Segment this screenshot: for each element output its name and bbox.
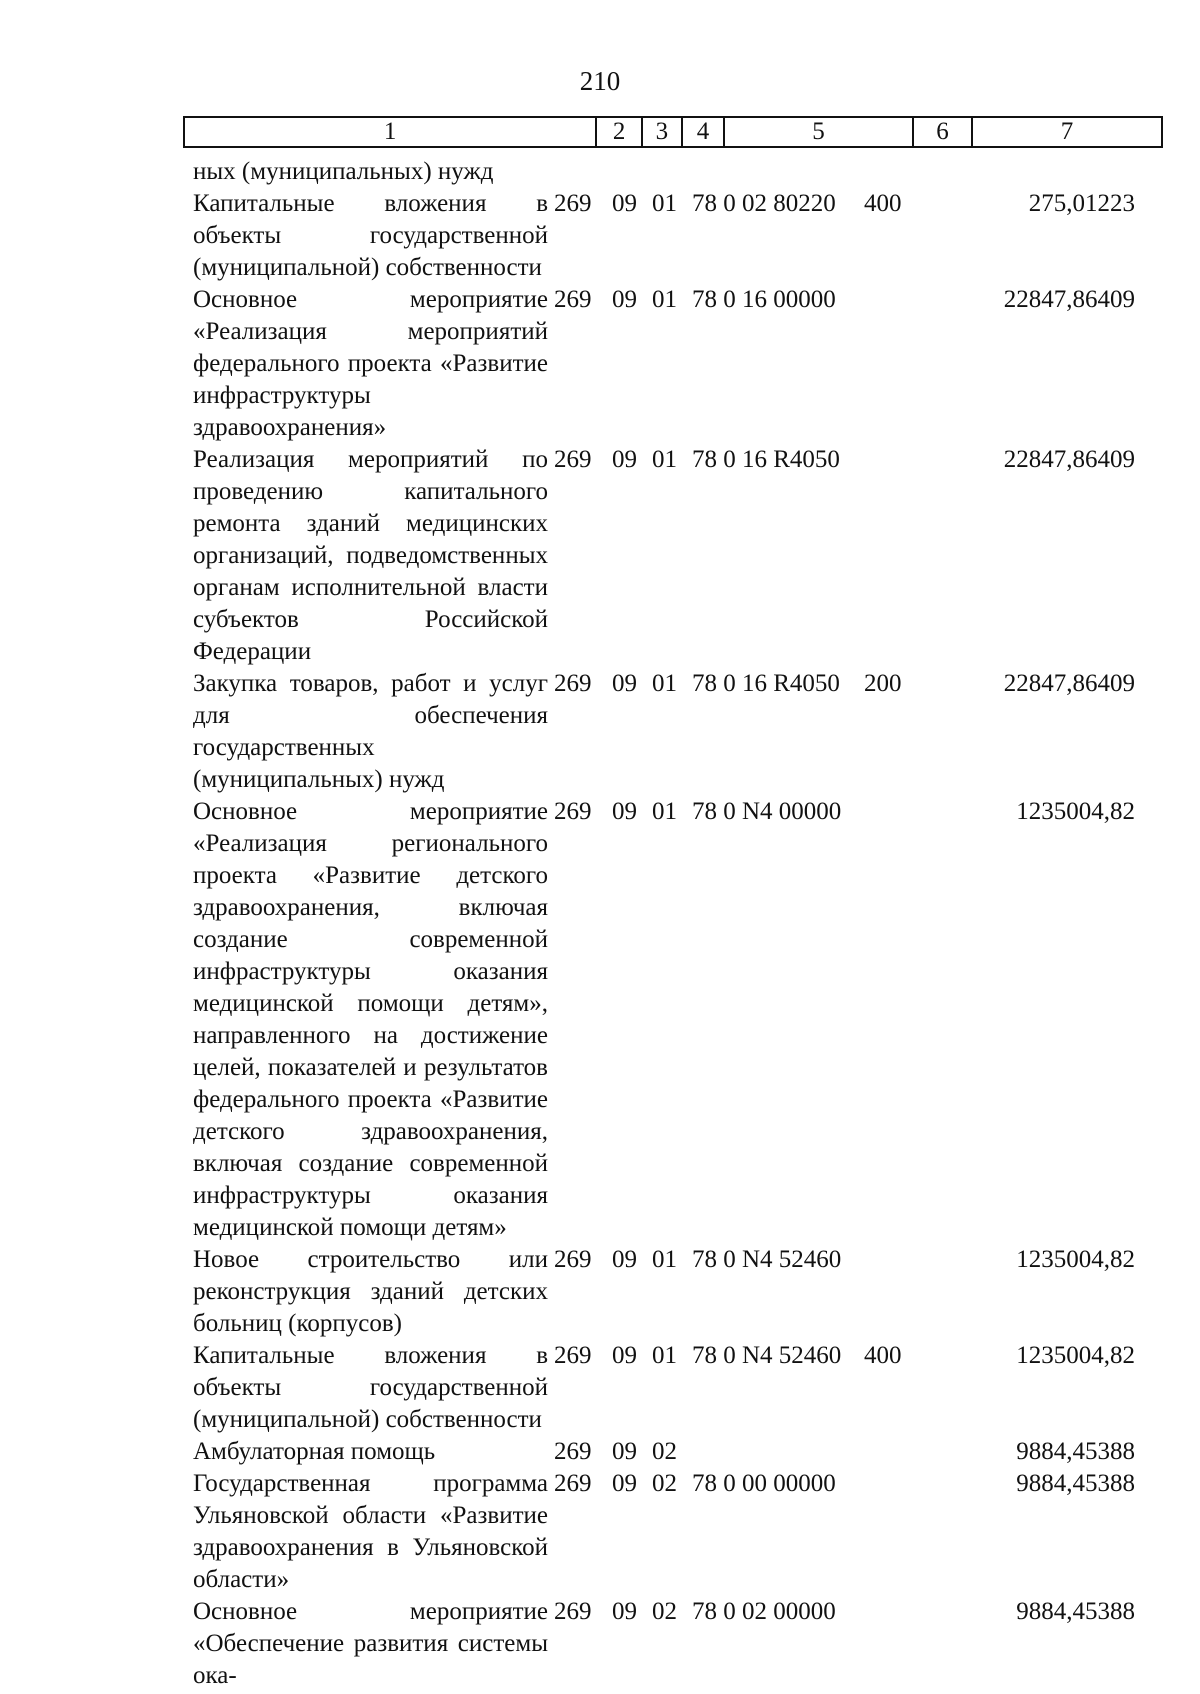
column-4: 01: [652, 798, 677, 825]
column-3: 09: [612, 446, 637, 473]
column-6: 200: [864, 670, 902, 697]
item-name: Основное мероприятие «Реализация регионального проекта «Развитие детского здравоохранения, включая создание современной инфраструктуры оказания медицинской помощи детям», направленного на достижение целей, показателей и результатов федерального проекта «Развитие детского здравоохранения, включая создание современной инфраструктуры оказания медицинской помощи детям»: [193, 798, 548, 1241]
column-5: 78 0 N4 52460: [692, 1342, 842, 1369]
item-name: Закупка товаров, работ и услуг для обеспечения государственных (муниципальных) нужд: [193, 670, 548, 793]
column-6: [864, 284, 920, 444]
column-6: [864, 796, 920, 1244]
table-row: [193, 1468, 1163, 1596]
budget-table: [193, 156, 1163, 1692]
column-5: [692, 156, 864, 188]
item-name: Амбулаторная помощь: [193, 1438, 436, 1465]
column-3: 09: [612, 1246, 637, 1273]
column-6: [864, 1596, 920, 1692]
column-4: 01: [652, 670, 677, 697]
column-5: 78 0 02 80220: [692, 190, 836, 217]
column-6: 400: [864, 190, 902, 217]
header-col-2: 2: [596, 117, 642, 147]
column-4: 02: [652, 1598, 677, 1625]
column-4: 01: [652, 1342, 677, 1369]
column-2: [554, 156, 612, 188]
column-2: 269: [554, 1438, 592, 1465]
column-2: 269: [554, 1598, 592, 1625]
item-name: Новое строительство или реконструкция зданий детских больниц (корпусов): [193, 1246, 548, 1337]
table-row: [193, 668, 1163, 796]
column-7: 9884,45388: [1016, 1438, 1135, 1465]
column-5: 78 0 16 R4050: [692, 446, 840, 473]
column-3: 09: [612, 190, 637, 217]
column-6: [864, 444, 920, 668]
item-name: Капитальные вложения в объекты государственной (муниципальной) собственности: [193, 190, 548, 281]
column-7: 275,01223: [1028, 190, 1135, 217]
column-5: 78 0 N4 52460: [692, 1246, 842, 1273]
table-row: [193, 1340, 1163, 1436]
table-body: [193, 156, 1163, 1692]
column-6: [864, 156, 920, 188]
column-3: 09: [612, 1342, 637, 1369]
column-6: [864, 1468, 920, 1596]
column-3: [612, 156, 652, 188]
header-row: [184, 117, 1162, 147]
table-row: [193, 444, 1163, 668]
column-5: 78 0 16 R4050: [692, 670, 840, 697]
column-2: 269: [554, 446, 592, 473]
column-7: 1235004,82: [1016, 1342, 1135, 1369]
item-name: Государственная программа Ульяновской области «Развитие здравоохранения в Ульяновской области»: [193, 1470, 548, 1593]
column-2: 269: [554, 1342, 592, 1369]
column-7: [920, 156, 1163, 188]
header-col-5: 5: [724, 117, 913, 147]
column-6: 400: [864, 1342, 902, 1369]
column-4: 01: [652, 1246, 677, 1273]
column-7: 9884,45388: [1016, 1598, 1135, 1625]
table-row: [193, 1596, 1163, 1692]
column-6: [864, 1436, 920, 1468]
column-7: 1235004,82: [1016, 798, 1135, 825]
column-4: 02: [652, 1438, 677, 1465]
header-col-3: 3: [642, 117, 682, 147]
column-2: 269: [554, 1470, 592, 1497]
page-number: 210: [579, 66, 621, 96]
column-3: 09: [612, 286, 637, 313]
item-name: Реализация мероприятий по проведению капитального ремонта зданий медицинских организаций, подведомственных органам исполнительной власти субъектов Российской Федерации: [193, 446, 548, 665]
table-header: [183, 116, 1163, 148]
column-5: 78 0 N4 00000: [692, 798, 842, 825]
column-5: [692, 1436, 864, 1468]
table-row: [193, 156, 1163, 188]
item-name: Основное мероприятие «Реализация мероприятий федерального проекта «Развитие инфраструктуры здравоохранения»: [193, 286, 548, 441]
table-row: [193, 1436, 1163, 1468]
header-col-6: 6: [913, 117, 972, 147]
column-4: [652, 156, 692, 188]
item-name: ных (муниципальных) нужд: [193, 158, 494, 185]
column-3: 09: [612, 798, 637, 825]
column-3: 09: [612, 1470, 637, 1497]
column-2: 269: [554, 798, 592, 825]
column-7: 22847,86409: [1003, 286, 1135, 313]
column-2: 269: [554, 1246, 592, 1273]
column-4: 01: [652, 446, 677, 473]
column-5: 78 0 16 00000: [692, 286, 836, 313]
column-4: 02: [652, 1470, 677, 1497]
item-name: Капитальные вложения в объекты государственной (муниципальной) собственности: [193, 1342, 548, 1433]
column-5: 78 0 02 00000: [692, 1598, 836, 1625]
column-4: 01: [652, 286, 677, 313]
column-3: 09: [612, 1598, 637, 1625]
column-4: 01: [652, 190, 677, 217]
item-name: Основное мероприятие «Обеспечение развития системы ока-: [193, 1598, 548, 1689]
table-row: [193, 1244, 1163, 1340]
table-row: [193, 284, 1163, 444]
header-col-1: 1: [184, 117, 596, 147]
header-col-7: 7: [972, 117, 1162, 147]
column-3: 09: [612, 670, 637, 697]
column-3: 09: [612, 1438, 637, 1465]
table-row: [193, 188, 1163, 284]
column-7: 9884,45388: [1016, 1470, 1135, 1497]
column-2: 269: [554, 190, 592, 217]
column-2: 269: [554, 286, 592, 313]
column-2: 269: [554, 670, 592, 697]
column-6: [864, 1244, 920, 1340]
header-col-4: 4: [682, 117, 724, 147]
column-7: 1235004,82: [1016, 1246, 1135, 1273]
column-7: 22847,86409: [1003, 670, 1135, 697]
column-7: 22847,86409: [1003, 446, 1135, 473]
table-row: [193, 796, 1163, 1244]
column-5: 78 0 00 00000: [692, 1470, 836, 1497]
